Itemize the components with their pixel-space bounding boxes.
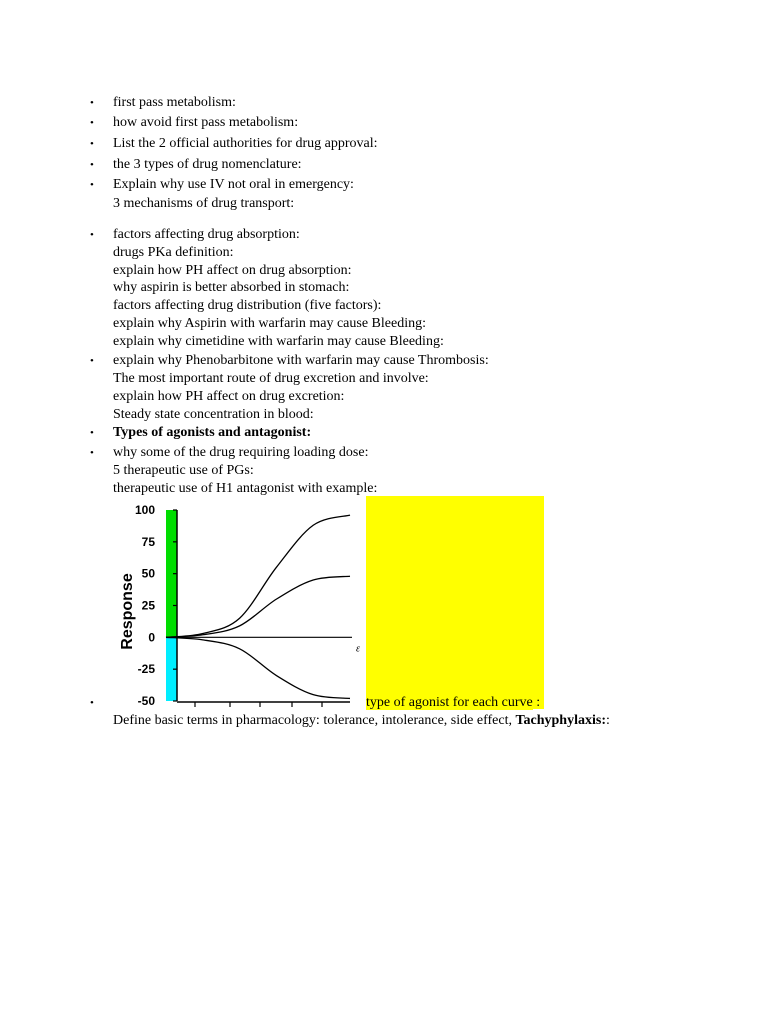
question-item: explain why cimetidine with warfarin may cause Bleeding: [113,334,444,349]
y-tick-label: 75 [141,534,155,549]
question-item: List the 2 official authorities for drug approval: [113,136,378,151]
bullet-marker: • [90,138,94,150]
caption-rest: : [532,695,541,710]
question-item: first pass metabolism: [113,95,236,110]
bullet-marker: • [90,229,94,241]
question-item: Explain why use IV not oral in emergency: [113,177,354,192]
definitions-text: Define basic terms in pharmacology: tolerance, intolerance, side effect, [113,713,516,728]
question-item: explain why Aspirin with warfarin may cause Bleeding: [113,316,426,331]
question-item: explain how PH affect on drug absorption: [113,263,352,278]
question-item: The most important route of drug excretion and involve: [113,371,429,386]
y-tick-label: 25 [141,598,155,613]
question-item: therapeutic use of H1 antagonist with example: [113,481,378,496]
bullet-marker: • [90,159,94,171]
bullet-marker: • [90,447,94,459]
y-tick-label: -25 [137,662,155,677]
bullet-marker: • [90,427,94,439]
bullet-marker: • [90,697,94,709]
definitions-line [113,712,610,730]
tachyphylaxis-term: Tachyphylaxis: [515,713,606,728]
question-item: Types of agonists and antagonist: [113,425,312,440]
bullet-marker: • [90,117,94,129]
question-item: factors affecting drug distribution (five factors): [113,298,382,313]
curve-3 [166,637,350,698]
chart-caption [366,694,540,712]
bullet-marker: • [90,355,94,367]
question-item: why aspirin is better absorbed in stomach: [113,280,350,295]
question-item: explain why Phenobarbitone with warfarin may cause Thrombosis: [113,353,489,368]
axis-mark: ε [356,643,360,655]
caption-highlight: type of agonist for each curve [366,695,533,710]
y-axis-label: Response [119,573,136,650]
highlight-box [366,496,544,709]
question-item: 3 mechanisms of drug transport: [113,196,295,211]
y-tick-label: 50 [141,566,155,581]
question-item: explain how PH affect on drug excretion: [113,389,345,404]
question-item: how avoid first pass metabolism: [113,115,299,130]
question-item: 5 therapeutic use of PGs: [113,463,254,478]
dose-response-chart [110,498,360,710]
curve-2 [166,576,350,637]
y-tick-label: -50 [137,694,155,708]
question-item: Steady state concentration in blood: [113,407,314,422]
curve-1 [166,515,350,637]
question-item: the 3 types of drug nomenclature: [113,157,302,172]
bullet-marker: • [90,179,94,191]
question-item: factors affecting drug absorption: [113,227,300,242]
bullet-marker: • [90,97,94,109]
y-tick-label: 0 [148,630,155,645]
y-tick-label: 100 [134,503,155,517]
definitions-tail: : [605,713,610,728]
question-item: drugs PKa definition: [113,245,234,260]
question-item: why some of the drug requiring loading dose: [113,445,369,460]
